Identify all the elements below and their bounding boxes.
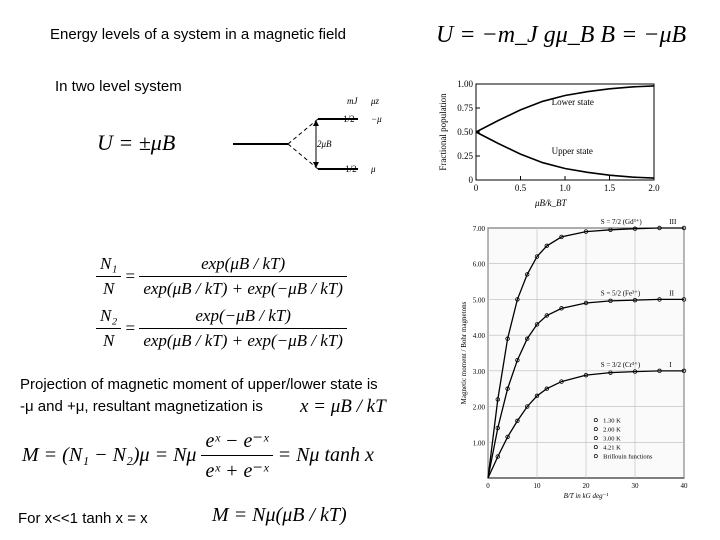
series-name: S = 3/2 (Cr³⁺) [600,360,641,369]
y-tick-label: 1.00 [457,79,473,89]
y-tick-label: 0.75 [457,103,473,113]
y-tick-label: 4.00 [472,332,485,341]
energy-formula: U = −m_J gμ_B B = −μB [436,22,687,48]
y-axis-label: Fractional population [438,93,448,171]
x-axis-label: μB/k_BT [535,198,567,208]
two-level-label: In two level system [55,78,182,95]
x-tick-label: 0 [473,183,479,193]
series-roman-label: II [669,289,674,298]
upper-mz-value: −μ [371,114,382,124]
series-label-upper: Upper state [551,146,593,157]
upper-mj-value: 1/2 [343,114,355,124]
splitting-label: 2μB [317,139,332,149]
y-tick-label: 1.00 [472,439,485,448]
projection-text-line1: Projection of magnetic moment of upper/lower state is [20,376,378,393]
series-roman-label: III [669,218,677,226]
magnetization-chart [452,218,692,518]
population-chart [436,74,666,212]
n2-equation: $\frac{\text{N₂}}{N}$ = $\frac{\exp(-\mu B / kT)}{\exp(\mu B / kT) + \exp(-\mu B / kT)}$ [96,306,347,351]
legend-entry: 2.00 K [603,426,621,434]
x-tick-label: 30 [631,482,639,490]
y-tick-label: 0 [468,175,473,185]
approx-equation: M = Nμ(μB / kT) [212,504,347,526]
lower-mj-value: −1/2 [340,164,357,174]
x-definition: x = μB / kT [300,396,386,417]
series-line-lower [476,86,654,132]
series-name: S = 7/2 (Gd³⁺) [600,218,642,226]
legend-entry: Brillouin functions [603,453,653,461]
slide-title: Energy levels of a system in a magnetic field [50,26,346,43]
x-tick-label: 10 [533,482,541,490]
legend-entry: 3.00 K [603,435,621,443]
legend-entry: 1.30 K [603,417,621,425]
x-tick-label: 1.0 [559,183,571,193]
x-axis-label: B/T in kG deg⁻¹ [563,492,609,500]
approx-label: For x<<1 tanh x = x [18,510,148,527]
x-tick-label: 20 [582,482,590,490]
mj-column-label: mJ [347,96,358,106]
lower-mz-value: μ [371,164,376,174]
series-roman-label: I [669,360,672,369]
u-pm-equation: U = ±μB [97,130,176,155]
y-tick-label: 0.25 [457,151,473,161]
level-splitting-diagram [230,92,400,192]
n1-equation: $\frac{\text{N₁}}{N}$ = $\frac{\exp(\mu B / kT)}{\exp(\mu B / kT) + \exp(-\mu B / kT)}$ [96,254,347,299]
x-tick-label: 40 [680,482,688,490]
series-name: S = 5/2 (Fe³⁺) [600,289,641,298]
y-axis-label: Magnetic moment / Bohr magnetons [460,301,468,405]
x-tick-label: 1.5 [603,183,616,193]
y-tick-label: 5.00 [472,296,485,305]
y-tick-label: 6.00 [472,260,485,269]
x-tick-label: 0.5 [514,183,527,193]
magnetization-equation: M = (N₁ − N₂)μ = Nμ $\frac{\text{eˣ − e⁻ˣ}}{\text{eˣ + e⁻ˣ}}$ = Nμ tanh x [22,430,374,482]
x-tick-label: 0 [486,482,490,490]
projection-text-line2: -μ and +μ, resultant magnetization is [20,398,263,415]
y-tick-label: 3.00 [472,367,485,376]
series-label-lower: Lower state [551,97,594,108]
y-tick-label: 7.00 [472,225,485,233]
legend-entry: 4.21 K [603,444,621,452]
y-tick-label: 2.00 [472,403,485,412]
x-tick-label: 2.0 [648,183,660,193]
mz-column-label: μz [371,96,380,106]
y-tick-label: 0.50 [457,127,473,137]
